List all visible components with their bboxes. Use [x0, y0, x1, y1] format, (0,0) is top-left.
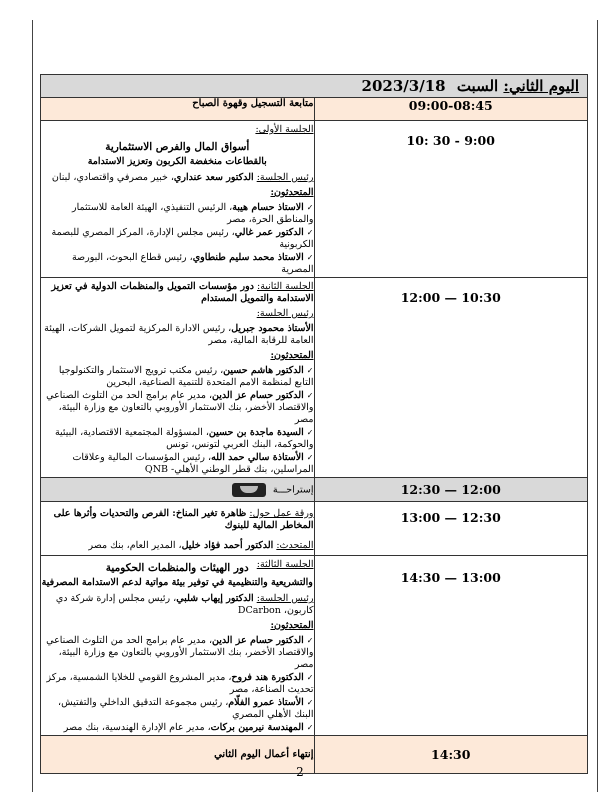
- session1-chair-name: الدكتور سعد عنداري: [173, 172, 254, 183]
- session1-time: 9:00 - 30 :10: [314, 121, 588, 278]
- check-icon: ✓: [306, 391, 314, 400]
- session3-chair-name: الدكتور إيهاب شلبي: [176, 593, 254, 604]
- session1-subtitle: بالقطاعات منخفضة الكربون وتعزيز الاستدامة: [87, 156, 267, 167]
- workshop-speaker-name: الدكتور أحمد فؤاد خليل: [181, 540, 274, 551]
- day-weekday: السبت: [456, 77, 499, 95]
- session3-label: الجلسة الثالثة:: [256, 559, 314, 570]
- check-icon: ✓: [306, 228, 314, 237]
- speaker-item: ✓الاستاذ محمد سليم طنطاوي، رئيس قطاع البحوث، البورصة المصرية: [71, 252, 314, 275]
- speaker-item: ✓الدكتور حسام عز الدين، مدير عام برامج الحد من التلوث الصناعي والاقتصاد الأخضر، بنك الاستثمار الأوروبي بالتعاون مع وزارة البيئة، مصر: [46, 390, 314, 425]
- registration-row: [41, 98, 588, 121]
- session2-content: [41, 278, 315, 478]
- check-icon: ✓: [306, 428, 314, 437]
- session2-speakers-label: المتحدثون:: [270, 350, 314, 361]
- break-time: 12:00 — 12:30: [314, 478, 588, 502]
- check-icon: ✓: [306, 366, 314, 375]
- session3-row: [41, 556, 588, 736]
- session1-label: الجلسة الأولى:: [255, 124, 314, 135]
- workshop-speaker-label: المتحدث:: [276, 540, 314, 551]
- session2-label: الجلسة الثانية:: [257, 281, 314, 292]
- session1-title: أسواق المال والفرص الاستثمارية: [105, 141, 250, 153]
- check-icon: ✓: [306, 203, 314, 212]
- session2-chair-desc: ، رئيس الادارة المركزية لتمويل الشركات، الهيئة العامة للرقابة المالية، مصر: [44, 323, 314, 346]
- workshop-label: ورقة عمل حول:: [249, 508, 314, 519]
- session3-title: دور الهيئات والمنظمات الحكومية: [105, 562, 249, 574]
- speaker-item: ✓الأستاذ عمرو الفلّام، رئيس مجموعة التدقيق الداخلي والتفتيش، البنك الأهلي المصري: [58, 697, 314, 720]
- registration-time: 09:00-08:45: [314, 98, 588, 121]
- workshop-content: [41, 502, 315, 556]
- day-header-row: [41, 75, 588, 98]
- session2-time: 10:30 — 12:00: [314, 278, 588, 478]
- check-icon: ✓: [306, 673, 314, 682]
- session1-chair-label: رئيس الجلسة:: [256, 172, 314, 183]
- workshop-title: ظاهرة تغير المناخ: الفرص والتحديات وأثرها على المخاطر المالية للبنوك: [53, 508, 314, 531]
- check-icon: ✓: [306, 698, 314, 707]
- check-icon: ✓: [306, 253, 314, 262]
- session3-chair-label: رئيس الجلسة:: [256, 593, 314, 604]
- day-header: [41, 75, 588, 98]
- speaker-item: ✓الدكتور عمر غالي، رئيس مجلس الإدارة، المركز المصري للبصمة الكربونية: [51, 227, 314, 250]
- speaker-item: ✓الدكتور هاشم حسين، رئيس مكتب ترويج الاستثمار والتكنولوجيا التابع لمنظمة الامم المتحدة للتنمية الصناعية، البحرين: [58, 365, 314, 388]
- speaker-item: ✓الدكتور حسام عز الدين، مدير عام برامج الحد من التلوث الصناعي والاقتصاد الأخضر، بنك الاستثمار الأوروبي بالتعاون مع وزارة البيئة، مصر: [46, 635, 314, 670]
- session1-speakers-label: المتحدثون:: [270, 187, 314, 198]
- end-text: إنتهاء أعمال اليوم الثاني: [41, 736, 315, 774]
- session1-row: [41, 121, 588, 278]
- session2-row: [41, 278, 588, 478]
- day-date: 2023/3/18: [361, 77, 446, 95]
- session3-chair-desc: ، رئيس مجلس إدارة شركة دي كاربون، DCarbon: [55, 593, 314, 616]
- session3-speakers-label: المتحدثون:: [270, 620, 314, 631]
- speaker-item: ✓السيدة ماجدة بن حسين، المسؤولة المجتمعية الاقتصادية، البيئية والحوكمة، البنك العربي لتونس، تونس: [54, 427, 314, 450]
- registration-text: متابعة التسجيل وقهوة الصباح: [41, 98, 315, 121]
- check-icon: ✓: [306, 636, 314, 645]
- check-icon: ✓: [306, 453, 314, 462]
- day-label: اليوم الثاني:: [503, 77, 579, 95]
- session1-content: [41, 121, 315, 278]
- speaker-item: ✓الدكتورة هند فروح، مدير المشروع القومي للخلايا الشمسية، مركز تحديث الصناعة، مصر: [46, 672, 314, 695]
- workshop-time: 12:30 — 13:00: [314, 502, 588, 556]
- session3-subtitle: والتشريعية والتنظيمية في توفير بيئة مواتية لدعم الاستدامة المصرفية: [41, 577, 313, 588]
- break-row: [41, 478, 588, 502]
- check-icon: ✓: [306, 723, 314, 732]
- session1-chair-desc: ، خبير مصرفي واقتصادي، لبنان: [51, 172, 174, 183]
- page-number: 2: [296, 765, 304, 779]
- session3-content: [41, 556, 315, 736]
- speaker-item: ✓الاستاذ حسام هيبة، الرئيس التنفيذي، الهيئة العامة للاستثمار والمناطق الحرة، مصر: [72, 202, 314, 225]
- break-cell: [41, 478, 315, 502]
- agenda-table: [40, 74, 588, 774]
- speaker-item: ✓المهندسة نيرمين بركات، مدير عام الإدارة الهندسية، بنك مصر: [63, 722, 314, 733]
- session3-time: 13:00 — 14:30: [314, 556, 588, 736]
- end-time: 14:30: [314, 736, 588, 774]
- session2-chair-label: رئيس الجلسة:: [256, 308, 314, 319]
- break-text: إستراحـــة: [272, 484, 314, 495]
- session2-title: دور مؤسسات التمويل والمنظمات الدولية في تعزيز الاستدامة والتمويل المستدام: [51, 281, 314, 304]
- speaker-item: ✓الأستاذة سالي حمد الله، رئيس المؤسسات المالية وعلاقات المراسلين، بنك قطر الوطني الأهلي- QNB: [72, 452, 314, 475]
- coffee-cup-icon: [232, 483, 266, 497]
- session2-chair-name: الأستاذ محمود جبريل: [231, 323, 314, 334]
- workshop-speaker-desc: ، المدير العام، بنك مصر: [88, 540, 182, 551]
- workshop-row: [41, 502, 588, 556]
